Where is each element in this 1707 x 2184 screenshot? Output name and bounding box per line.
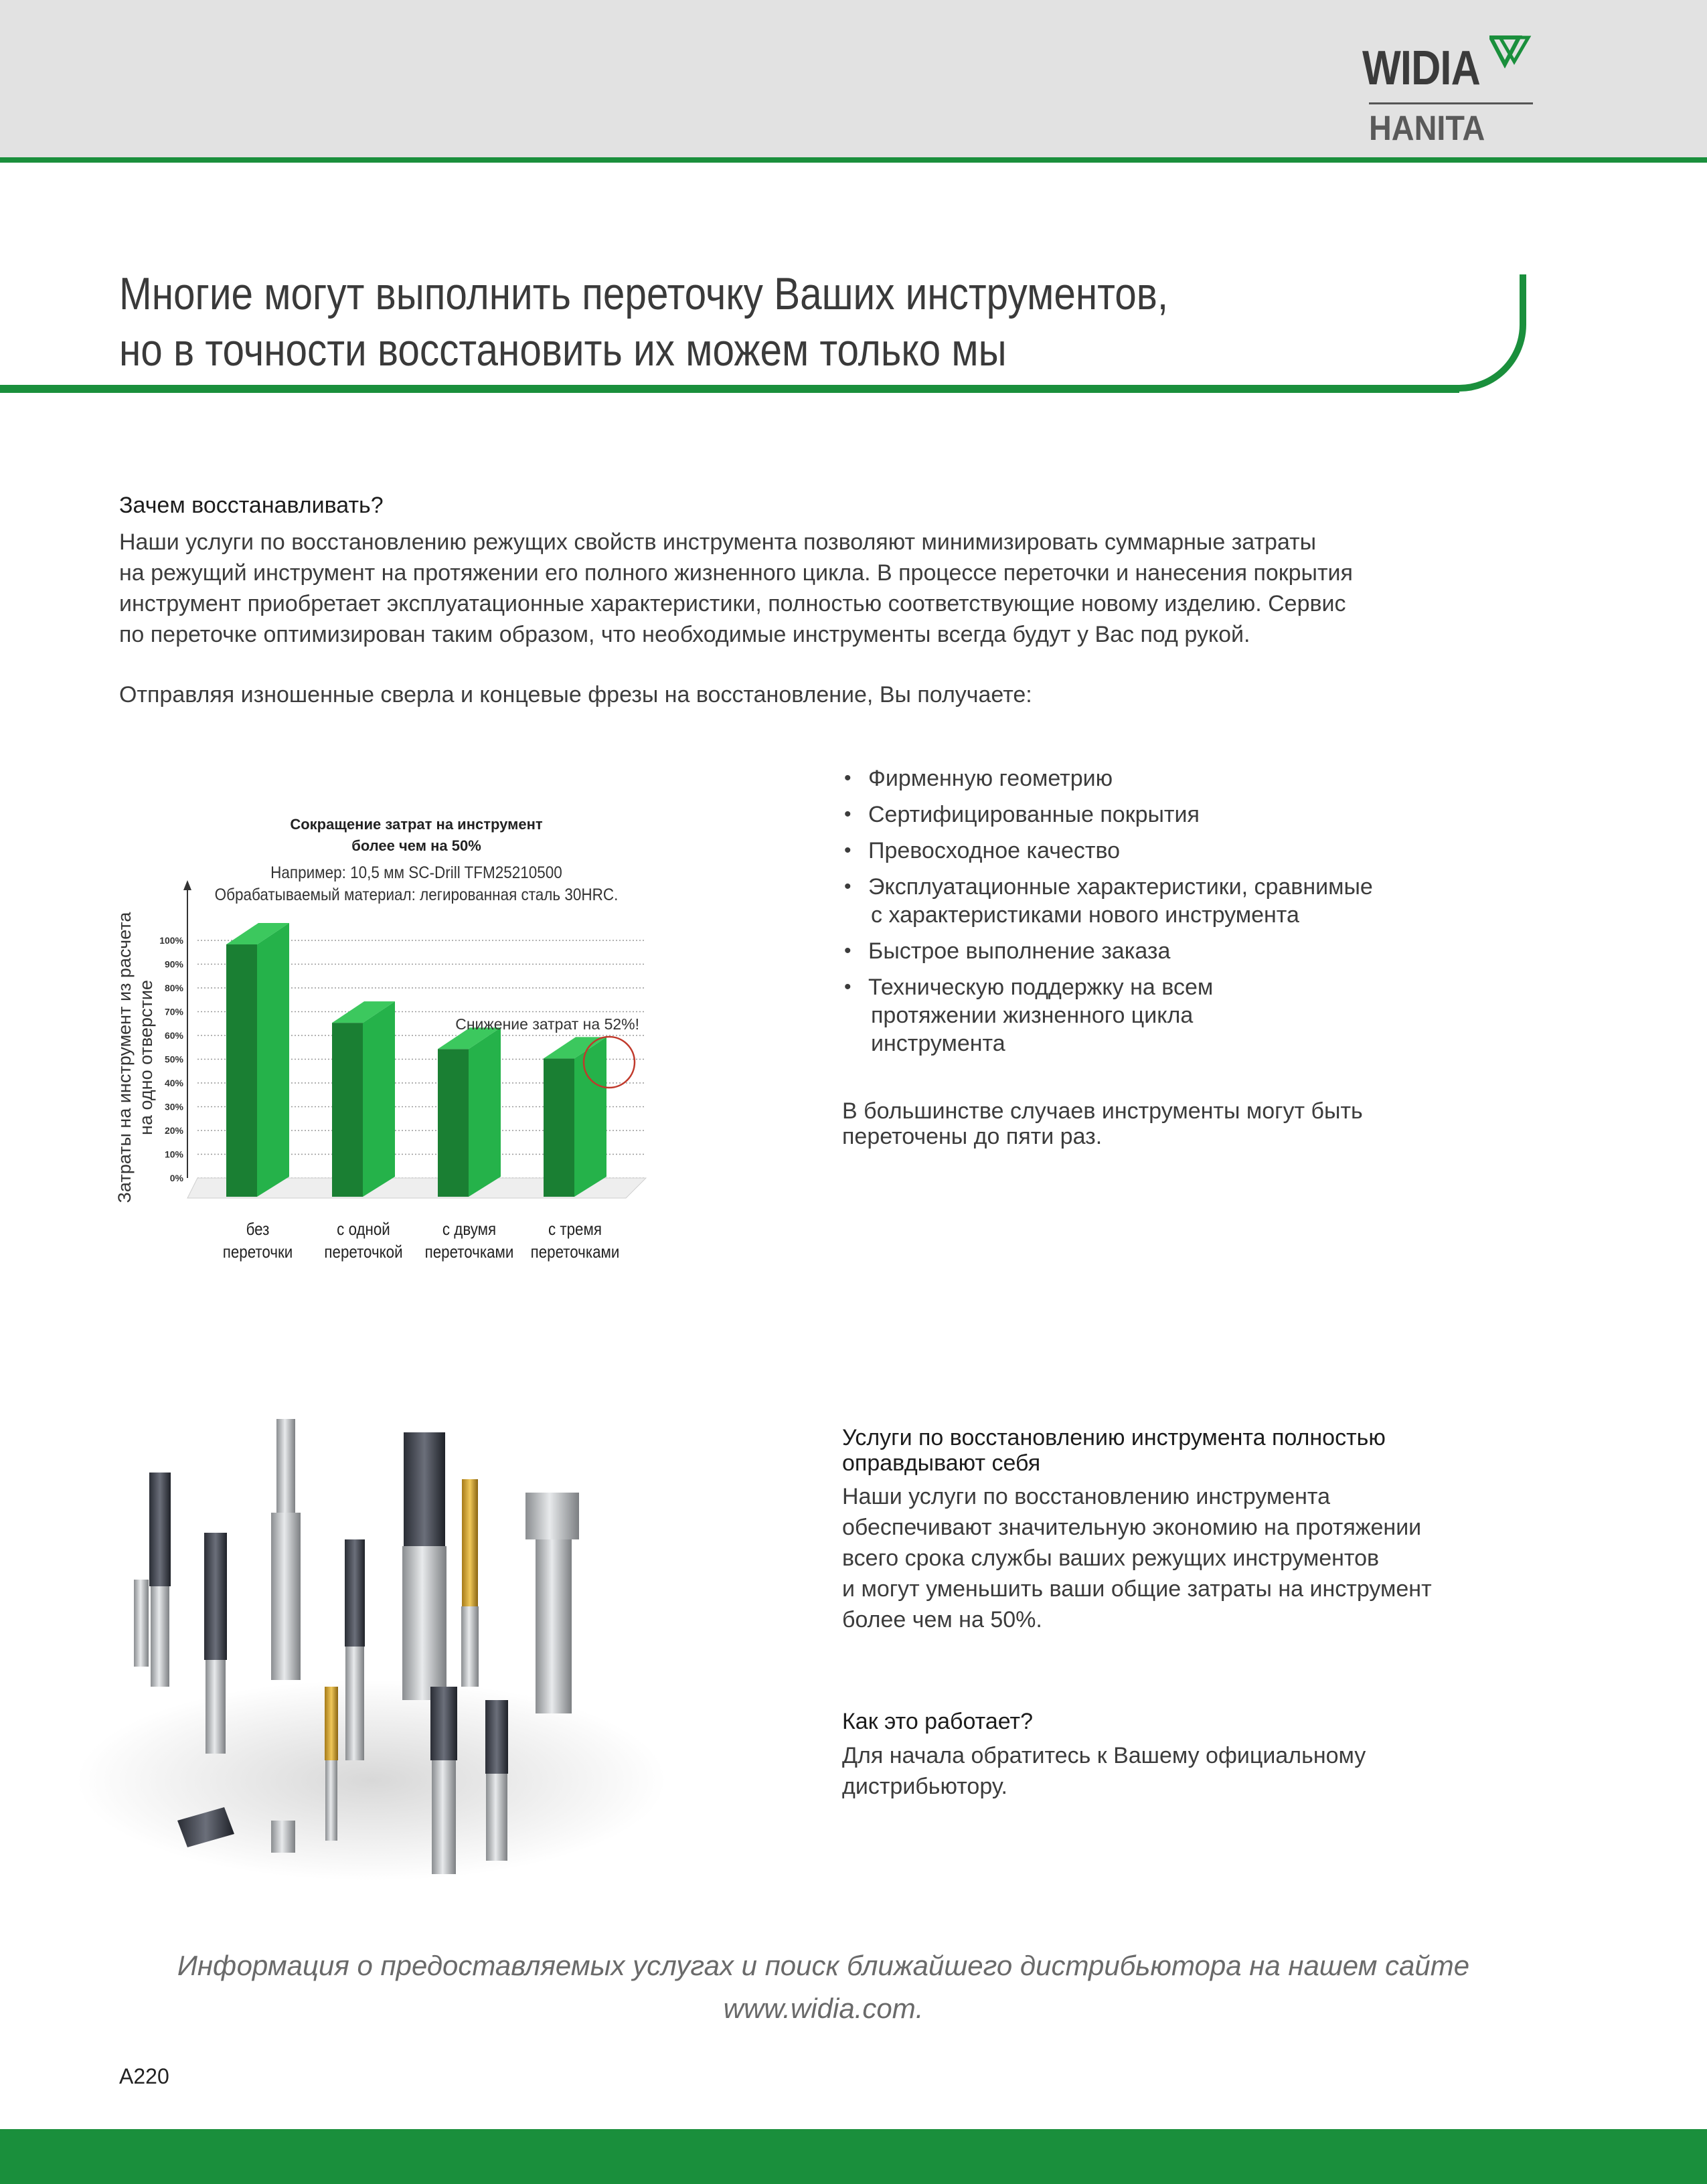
cost-chart (100, 807, 676, 1275)
benefit-item-text: Сертифицированные покрытия (868, 802, 1200, 827)
benefit-item-text: Превосходное качество (868, 838, 1121, 863)
chart-x-tick: переточкой (324, 1242, 403, 1262)
chart-y-tick: 40% (164, 1078, 183, 1088)
chart-subtitle: Например: 10,5 мм SC-Drill TFM25210500 (270, 863, 562, 883)
tool-gold-drill (461, 1479, 479, 1687)
tool-drill (149, 1473, 171, 1687)
benefit-section (842, 1425, 1432, 1635)
chart-ylabel-2: на одно отверстие (136, 980, 156, 1135)
chart-y-tick: 90% (164, 958, 183, 970)
chart-x-tick: переточки (222, 1242, 293, 1262)
benefit-item (840, 937, 1543, 965)
benefit-paragraph-line: Наши услуги по восстановлению инструмента (842, 1484, 1331, 1509)
chart-title: Сокращение затрат на инструмент (290, 816, 543, 833)
benefit-item (840, 873, 1543, 929)
benefit-item-text: инструмента (871, 1031, 1005, 1056)
chart-x-labels (223, 1220, 620, 1262)
benefit-item-text: с характеристиками нового инструмента (871, 902, 1299, 928)
chart-x-tick: с тремя (548, 1220, 602, 1240)
chart-bar (332, 1001, 395, 1197)
tool-insert (271, 1821, 295, 1853)
benefits-note-line: переточены до пяти раз. (842, 1124, 1103, 1149)
chart-x-tick: с одной (337, 1220, 390, 1240)
chart-bar (226, 923, 289, 1197)
page-title-line-2: но в точности восстановить их можем только мы (119, 325, 1007, 375)
chart-x-tick: переточками (424, 1242, 514, 1262)
benefit-paragraph-line: обеспечивают значительную экономию на протяжении (842, 1515, 1422, 1540)
benefit-paragraph-line: более чем на 50%. (842, 1607, 1042, 1632)
benefit-item (840, 801, 1543, 829)
chart-y-tick: 70% (164, 1006, 183, 1017)
how-section (842, 1707, 1366, 1802)
tool-endmill (402, 1432, 446, 1700)
logo-widia: WIDIA (1362, 41, 1480, 95)
logo-hanita: HANITA (1369, 109, 1485, 148)
tool-reamer (271, 1419, 301, 1680)
logo-triangle-icon (1489, 35, 1536, 68)
bullet-icon: • (844, 767, 851, 789)
why-heading: Зачем восстанавливать? (119, 493, 384, 518)
benefit-item (840, 764, 1543, 792)
chart-bar (438, 1027, 501, 1197)
why-paragraph-line: инструмент приобретает эксплуатационные характеристики, полностью соответствующие новому изделию. Сервис (119, 591, 1346, 616)
chart-annotation: Снижение затрат на 52%! (455, 1015, 639, 1033)
chart-y-tick: 30% (164, 1101, 183, 1112)
tool-drill-3 (345, 1539, 365, 1760)
why-paragraph-line: по переточке оптимизирован таким образом, что необходимые инструменты всегда будут у Вас под рукой. (119, 622, 1250, 647)
tool-endmill-2 (430, 1687, 457, 1874)
bullet-icon: • (844, 803, 851, 825)
footer-note-line-1: Информация о предоставляемых услугах и поиск ближайшего дистрибьютора на нашем сайте (177, 1950, 1470, 1981)
benefit-item-text: протяжении жизненного цикла (871, 1003, 1194, 1028)
chart-x-tick: без (246, 1220, 270, 1240)
chart-y-tick: 50% (164, 1054, 183, 1065)
bullet-icon: • (844, 875, 851, 898)
tool-modular-head (525, 1493, 579, 1713)
benefits-note (842, 1098, 1363, 1149)
bullet-icon: • (844, 976, 851, 998)
chart-y-tick: 80% (164, 983, 183, 993)
benefit-item-text: Техническую поддержку на всем (868, 975, 1214, 1000)
benefit-heading-line: Услуги по восстановлению инструмента полностью (842, 1425, 1386, 1450)
tools-photo (70, 1406, 673, 1887)
logo-divider (1369, 102, 1533, 104)
why-paragraph-line: Наши услуги по восстановлению режущих свойств инструмента позволяют минимизировать суммарные затраты (119, 529, 1317, 555)
page-title-line-1: Многие могут выполнить переточку Ваших инструментов, (119, 268, 1169, 319)
chart-y-tick: 100% (159, 935, 183, 946)
chart-bar (544, 1037, 606, 1197)
how-paragraph-line: Для начала обратитесь к Вашему официальному (842, 1743, 1366, 1768)
how-heading: Как это работает? (842, 1709, 1033, 1734)
benefit-item (840, 973, 1543, 1058)
chart-y-tick: 10% (164, 1149, 183, 1160)
benefits-list (840, 764, 1543, 1066)
bullet-icon: • (844, 940, 851, 962)
chart-x-tick: с двумя (442, 1220, 497, 1240)
why-paragraph-line: на режущий инструмент на протяжении его полного жизненного цикла. В процессе переточки и нанесения покрытия (119, 560, 1353, 586)
tool-endmill-3 (485, 1700, 508, 1861)
benefit-heading-line: оправдывают себя (842, 1450, 1041, 1476)
benefit-item-text: Фирменную геометрию (868, 766, 1113, 791)
chart-subtitle-2: Обрабатываемый материал: легированная сталь 30HRC. (214, 885, 619, 905)
benefit-item-text: Эксплуатационные характеристики, сравнимые (868, 874, 1373, 900)
benefit-paragraph-line: всего срока службы ваших режущих инструментов (842, 1545, 1380, 1571)
header-rule (0, 157, 1707, 163)
benefit-paragraph-line: и могут уменьшить ваши общие затраты на инструмент (842, 1576, 1432, 1602)
chart-ylabel: Затраты на инструмент из расчета (114, 912, 135, 1203)
why-intro: Отправляя изношенные сверла и концевые фрезы на восстановление, Вы получаете: (119, 682, 1032, 707)
how-paragraph-line: дистрибьютору. (842, 1774, 1007, 1799)
footer-band (0, 2129, 1707, 2184)
chart-y-tick: 60% (164, 1030, 183, 1041)
tool-drill-2 (204, 1533, 227, 1754)
chart-y-axis-arrow (183, 880, 191, 890)
bullet-icon: • (844, 839, 851, 861)
benefit-item (840, 837, 1543, 865)
footer-website-link[interactable]: www.widia.com. (723, 1993, 924, 2024)
chart-y-tick: 0% (169, 1173, 183, 1183)
why-paragraph (119, 527, 1353, 650)
tool-small-drill (134, 1580, 149, 1667)
benefit-item-text: Быстрое выполнение заказа (868, 938, 1171, 964)
chart-y-tick: 20% (164, 1125, 183, 1136)
page-number: A220 (119, 2064, 169, 2088)
benefits-note-line: В большинстве случаев инструменты могут быть (842, 1098, 1363, 1124)
chart-x-tick: переточками (530, 1242, 620, 1262)
footer-note (0, 1944, 1647, 2030)
chart-title-line-2: более чем на 50% (351, 837, 481, 854)
tool-gold-tap (325, 1687, 338, 1841)
